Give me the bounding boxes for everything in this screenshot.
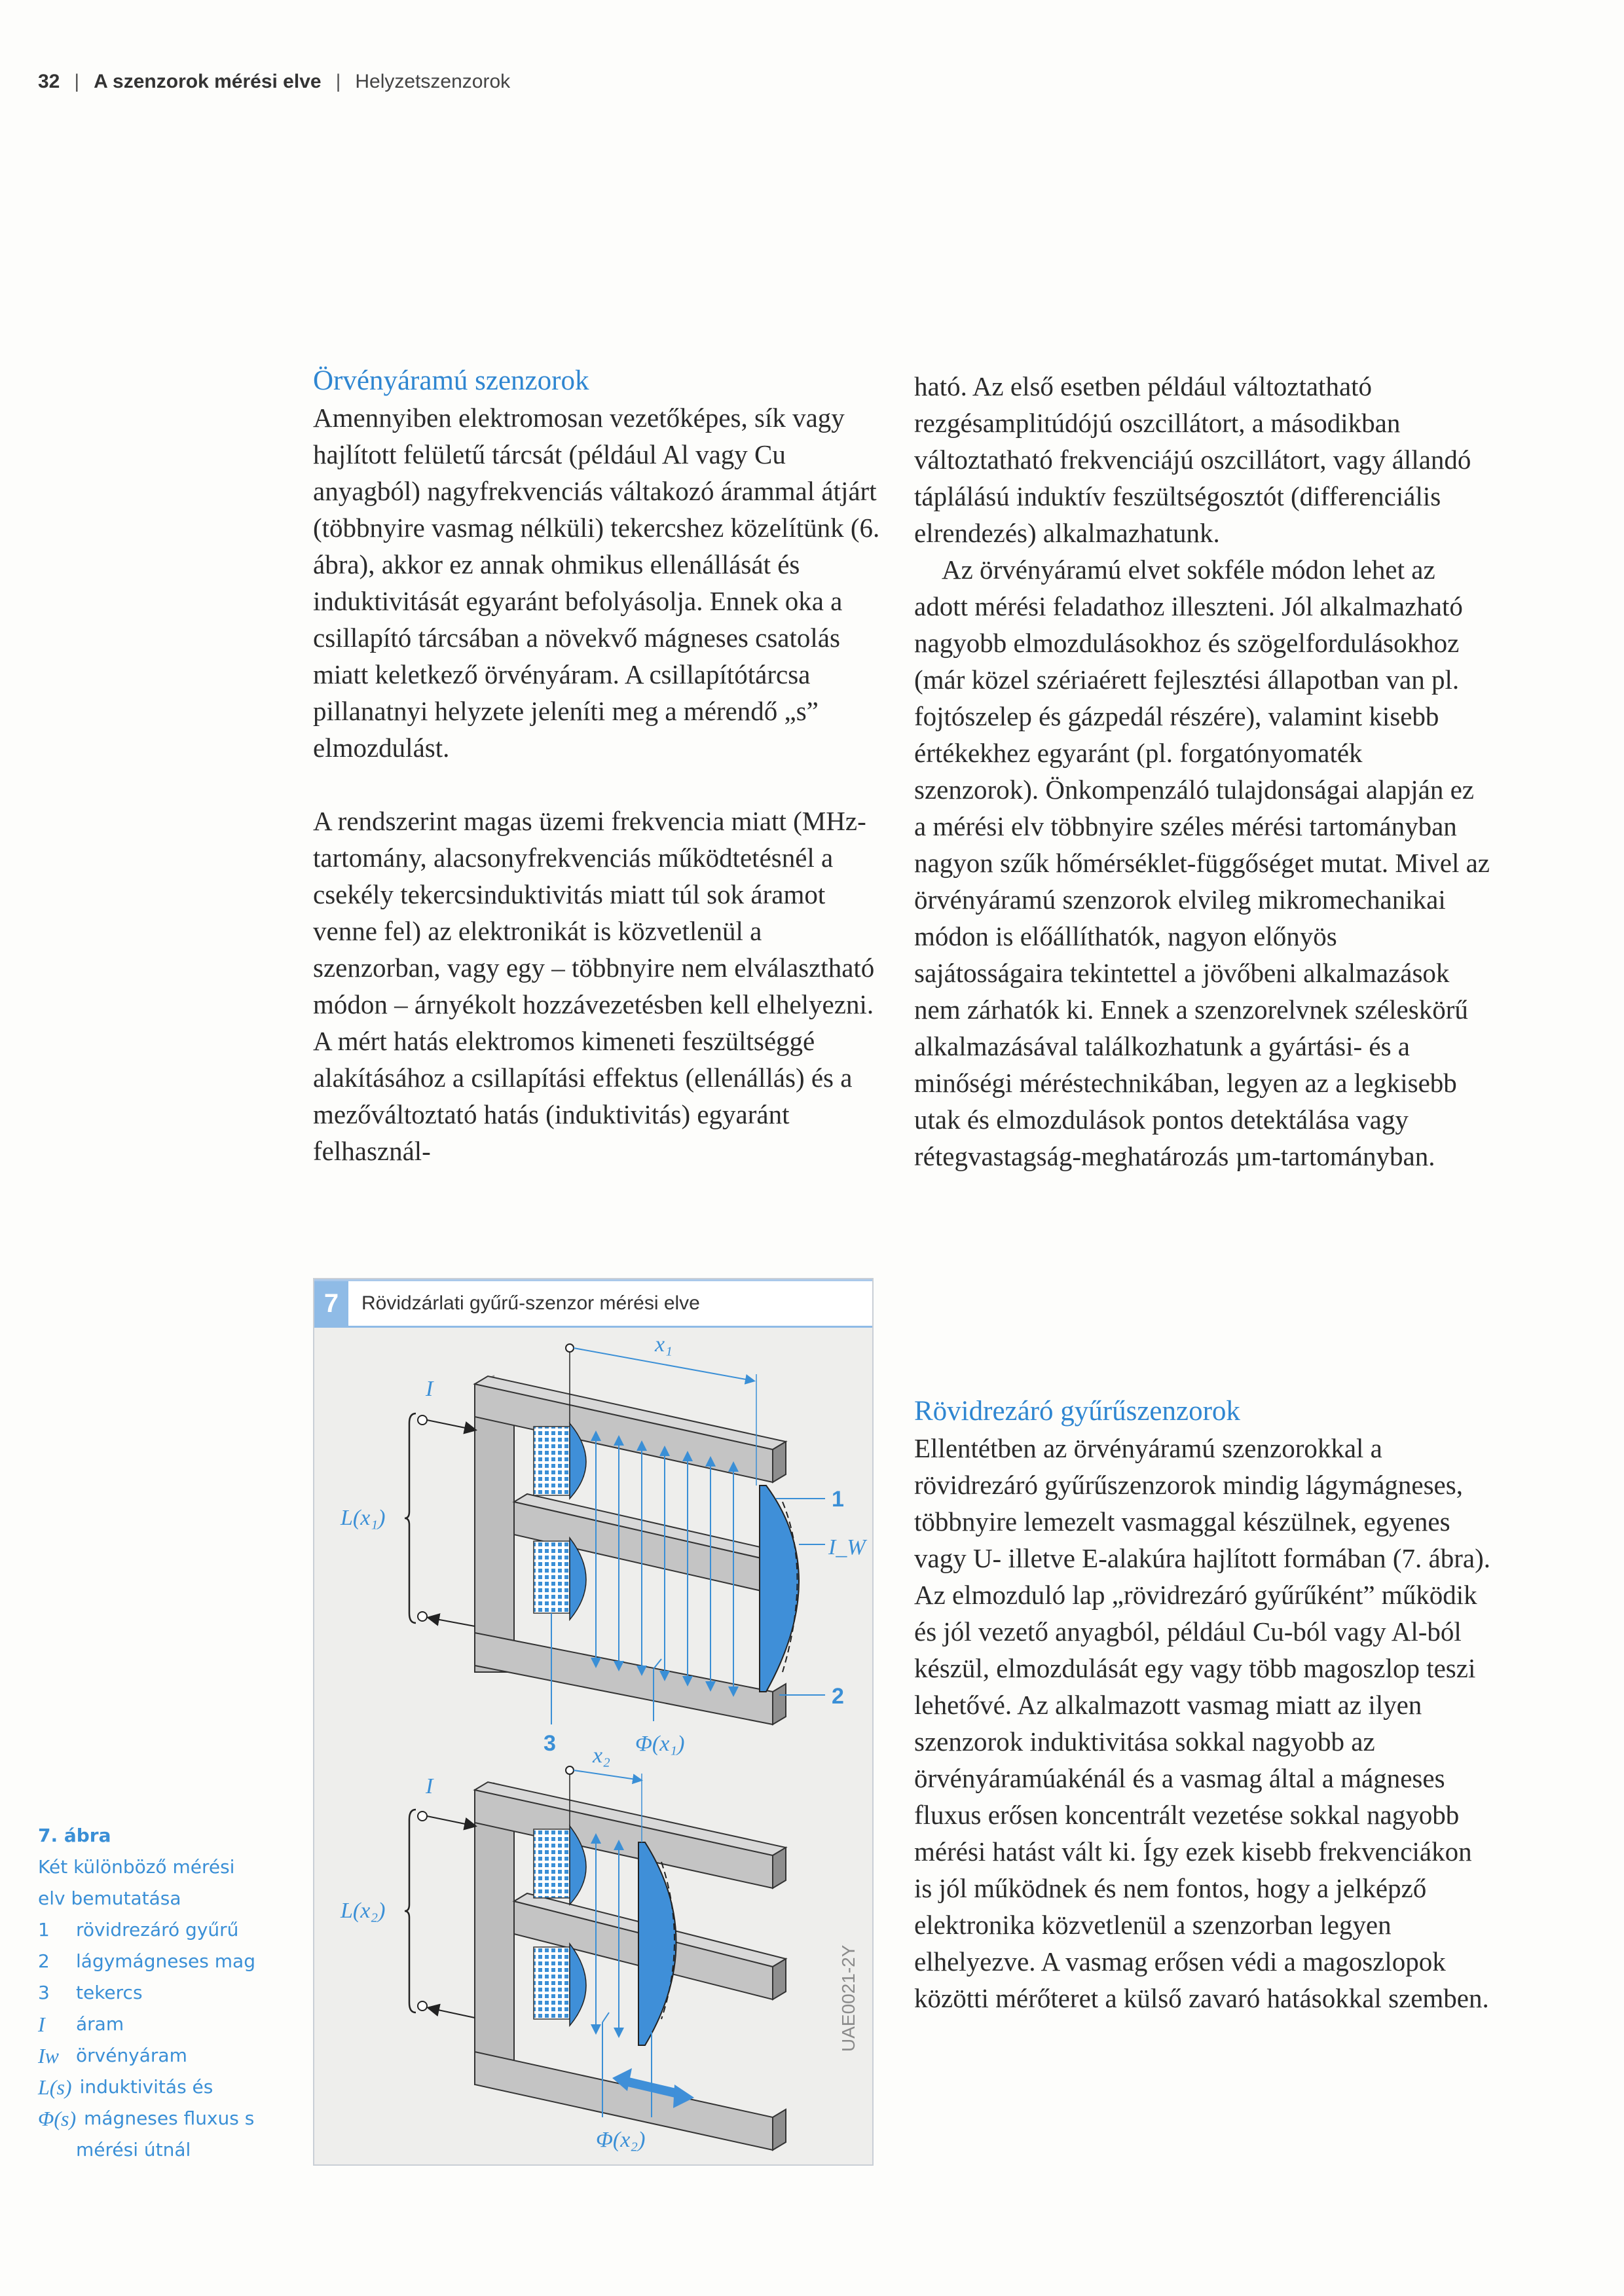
section-heading-eddy-current: Örvényáramú szenzorok [313, 365, 589, 396]
label-current-I: I [426, 1377, 434, 1401]
paragraph: Amennyiben elektromosan vezetőképes, sík vagy hajlított felületű tárcsát (például Al vagy Cu anyagból) nagyfrekvenciás váltakozó árammal átjárt (többnyire vasmag nélküli) tekercshez közelítünk (6. ábra), akkor ez annak ohmikus ellenállását és induktivitását egyaránt befolyásolja. Ennek oka a csillapító tárcsában a növekvő mágneses csatolás miatt keletkező örvényáram. A csillapítótárcsa pillanatnyi helyzete jeleníti meg a mérendő „s” elmozdulást. [313, 403, 880, 763]
text-column-right [914, 368, 1490, 1175]
figure-number-badge: 7 [314, 1281, 348, 1326]
caption-item: L(s) induktivitás és [38, 2075, 213, 2099]
label-1: 1 [832, 1487, 844, 1512]
caption-item: Iw örvényáram [38, 2044, 187, 2068]
caption-item: Φ(s) mágneses fluxus s [38, 2107, 255, 2130]
paragraph: ható. Az első esetben például változtatható rezgésamplitúdójú oszcillátort, a másodikban változtatható frekvenciájú oszcillátort, vagy állandó táplálású induktív feszültségosztót (differenciális elrendezés) alkalmazhatunk. [914, 371, 1471, 548]
figure-title: Rövidzárlati gyűrű-szenzor mérési elve [361, 1292, 700, 1314]
caption-item: 2 lágymágneses mag [38, 1950, 255, 1972]
caption-title: 7. ábra [38, 1825, 111, 1846]
caption-subtitle: Két különböző mérési [38, 1856, 235, 1878]
diagram-upper [340, 1332, 867, 1756]
sensor-diagram [314, 1325, 872, 2163]
paragraph: Ellentétben az örvényáramú szenzorokkal a rövidrezáró gyűrűszenzorok mindig lágymágneses, többnyire lemezelt vasmaggal készülnek, egyenes vagy U- illetve E-alakúra hajlított formában (7. ábra). [914, 1433, 1490, 1573]
header-divider: | [335, 71, 341, 92]
caption-item: 3 tekercs [38, 1982, 143, 2003]
label-Iw: I_W [828, 1535, 866, 1559]
section-title: Helyzetszenzorok [355, 71, 511, 92]
diagram-lower [340, 1743, 786, 2152]
paragraph: Az örvényáramú elvet sokféle módon lehet az adott mérési feladathoz illeszteni. Jól alkalmazható nagyobb elmozdulásokhoz és szögelfordulásokhoz (már közel szériaérett fejlesztési állapotban van pl. fojtószelep és gázpedál részére), valamint kisebb értékekhez egyaránt (pl. forgatónyomaték szenzorok). Önkompenzáló tulajdonságai alapján ez a mérési elv többnyire széles mérési tartományban nagyon szűk hőmérséklet-függőséget mutat. Mivel az örvényáramú szenzorok elvileg mikromechanikai módon is előállíthatók, nagyon előnyös sajátosságaira tekintettel a jövőbeni alkalmazások nem zárhatók ki. Ennek a szenzorelvnek széleskörű alkalmazásával találkozhatunk a gyártási- és a minőségi méréstechnikában, legyen az a legkisebb utak és elmozdulások pontos detektálása vagy rétegvastagság-meghatározás µm-tartományban. [914, 555, 1490, 1171]
caption-continuation: mérési útnál [76, 2139, 191, 2160]
caption-item: I áram [38, 2013, 124, 2036]
label-2: 2 [832, 1684, 844, 1709]
label-x2: x₂ [593, 1743, 610, 1768]
chapter-title: A szenzorok mérési elve [94, 71, 322, 92]
label-L-x2: L(x₂) [341, 1899, 386, 1923]
label-phi-x1: Φ(x₁) [635, 1732, 685, 1756]
paragraph: A rendszerint magas üzemi frekvencia miatt (MHz-tartomány, alacsonyfrekvenciás működtetésnél a csekély tekercsinduktivitás miatt túl sok áramot venne fel) az elektronikát is közvetlenül a szenzorban, vagy egy – többnyire nem elválasztható módon – árnyékolt hozzávezetésben kell elhelyezni. A mért hatás elektromos kimeneti feszültséggé alakításához a csillapítási effektus (ellenállás) és a mezőváltoztató hatás (induktivitás) egyaránt felhasznál- [313, 806, 875, 1166]
text-column-left [313, 363, 889, 1169]
label-phi-x2: Φ(x₂) [596, 2128, 646, 2152]
figure-caption [38, 1820, 287, 2166]
figure-7 [313, 1278, 874, 2166]
figure-code: UAE0021-2Y [838, 1944, 858, 2052]
text-column-right-lower [914, 1393, 1490, 2016]
figure-title-bar [314, 1279, 872, 1328]
section-heading-short-circuit-ring: Rövidrezáró gyűrűszenzorok [914, 1396, 1240, 1427]
label-x1: x₁ [655, 1332, 673, 1357]
header-divider: | [74, 71, 80, 92]
caption-subtitle: elv bemutatása [38, 1887, 181, 1909]
running-header [38, 71, 510, 93]
label-current-I-2: I [426, 1774, 434, 1798]
label-L-x1: L(x₁) [341, 1506, 386, 1530]
paragraph: Az elmozduló lap „rövidrezáró gyűrűként” működik és jól vezető anyagból, például Cu-ból vagy Al-ból készül, elmozdulását egy vagy több magoszlop teszi lehetővé. Az alkalmazott vasmag miatt az ilyen szenzorok induktivitása sokkal nagyobb az örvényáramúakénál és a vasmag által a mágneses fluxus erősen koncentrált vezetése sokkal nagyobb mérési hatást vált ki. Így ezek kisebb frekvenciákon is jól működnek és nem fontos, hogy a jelképző elektronika közvetlenül a szenzorban legyen elhelyezve. A vasmag erősen védi a magoszlopok közötti mérőteret a külső zavaró hatásokkal szemben. [914, 1580, 1489, 2013]
label-3: 3 [544, 1731, 556, 1756]
caption-item: 1 rövidrezáró gyűrű [38, 1919, 239, 1941]
page-number: 32 [38, 71, 60, 92]
